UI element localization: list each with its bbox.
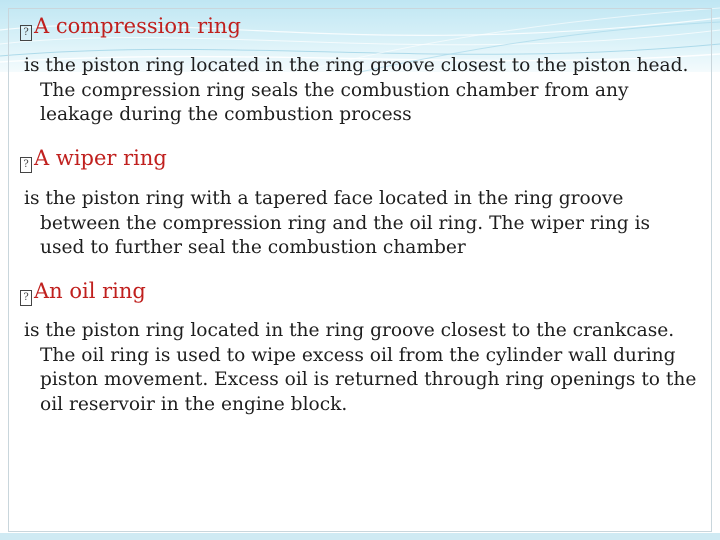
- section-wiper-ring: [20, 146, 700, 261]
- section-heading: [20, 146, 700, 173]
- bullet-icon: ?: [20, 157, 32, 173]
- bullet-icon: ?: [20, 290, 32, 306]
- heading-text: An oil ring: [34, 279, 146, 303]
- heading-text: A compression ring: [34, 14, 241, 38]
- section-heading: [20, 279, 700, 306]
- bullet-icon: ?: [20, 25, 32, 41]
- section-paragraph: is the piston ring with a tapered face located in the ring groove between the compression ring and the oil ring. The wiper ring is used to further seal the combustion chamber: [24, 188, 651, 258]
- section-compression-ring: [20, 14, 700, 128]
- section-oil-ring: [20, 279, 700, 417]
- section-heading: [20, 14, 700, 41]
- bottom-bar: [0, 533, 720, 540]
- heading-text: A wiper ring: [34, 146, 167, 170]
- section-paragraph: is the piston ring located in the ring groove closest to the piston head. The compression ring seals the combustion chamber from any leakage during the combustion process: [24, 55, 689, 125]
- section-paragraph: is the piston ring located in the ring groove closest to the crankcase. The oil ring is used to wipe excess oil from the cylinder wall during piston movement. Excess oil is returned through ring openings to the oil reservoir in the engine block.: [24, 320, 697, 415]
